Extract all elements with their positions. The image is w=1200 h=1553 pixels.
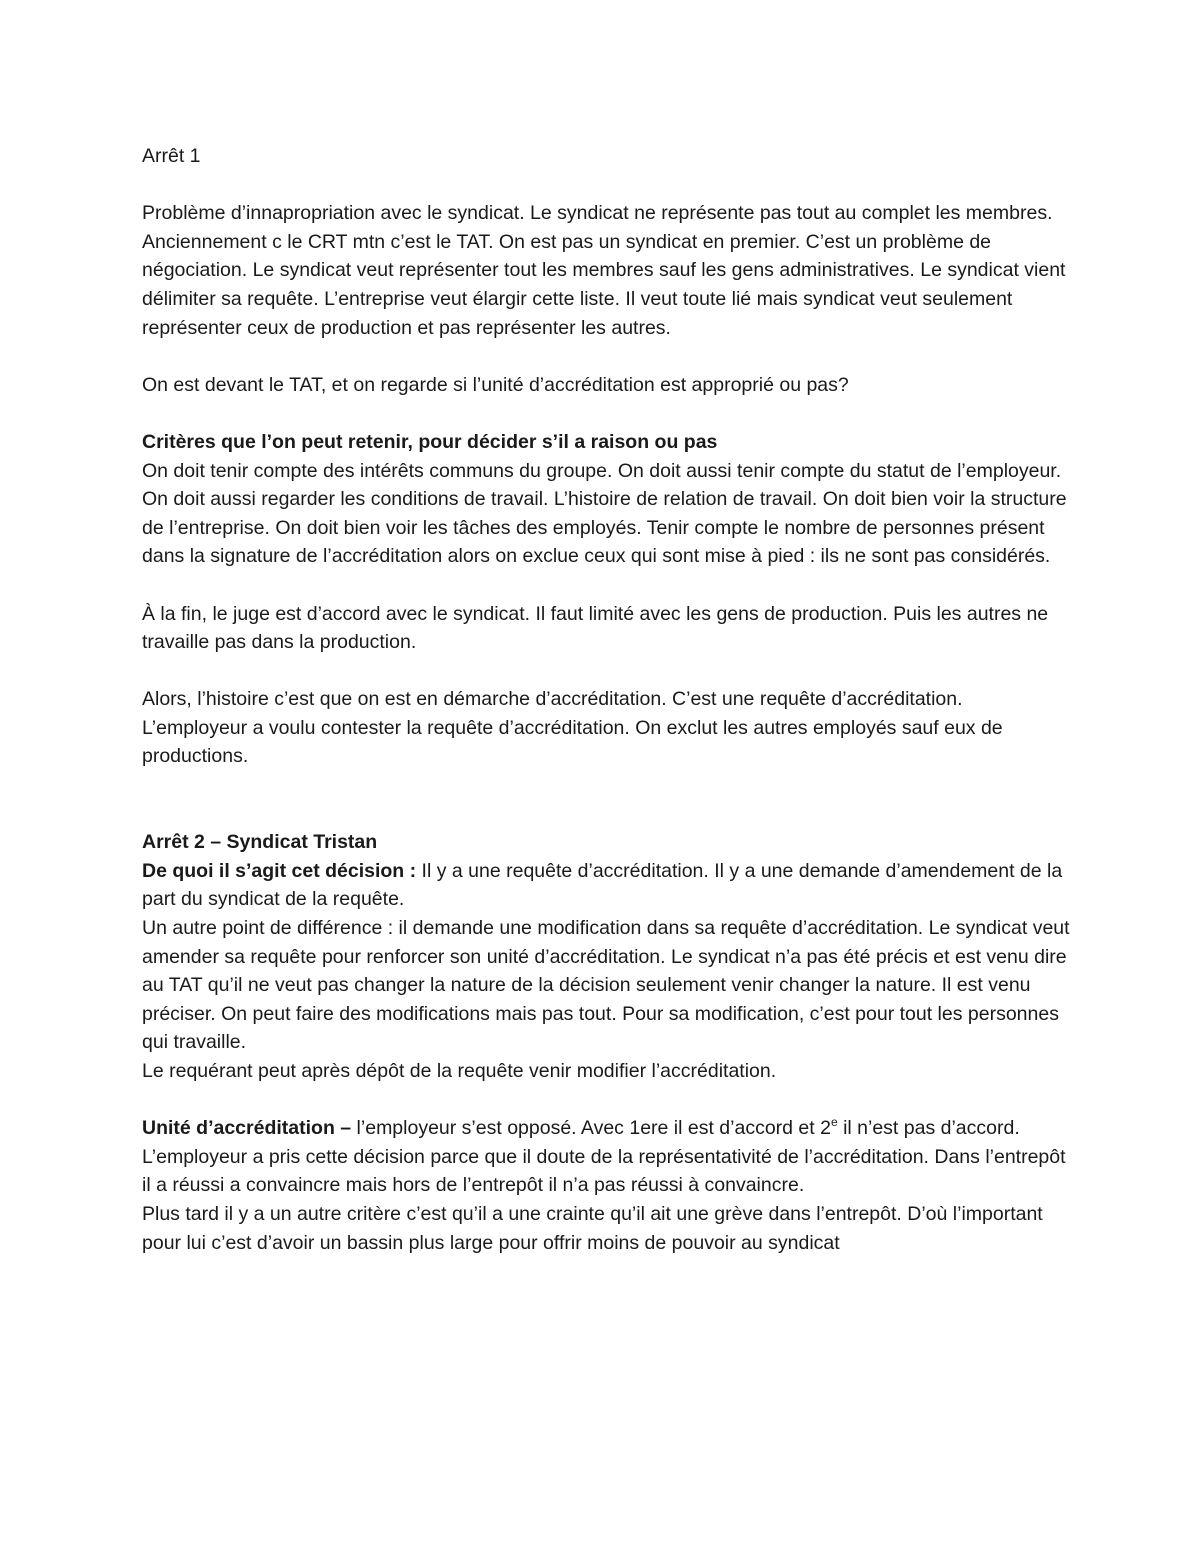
arret2-later: Plus tard il y a un autre critère c’est qu’il a une crainte qu’il ait une grève dans l’entrepôt. D’où l’important pour lui c’est d’avoir un bassin plus large pour offrir moins de pouvoir au syndicat (142, 1202, 1043, 1254)
unite-superscript: e (830, 1114, 838, 1129)
unite-text-a: l’employeur s’est opposé. Avec 1ere il est d’accord et 2 (351, 1117, 831, 1140)
arret1-paragraph-2: Anciennement c le CRT mtn c’est le TAT. On est pas un syndicat en premier. C’est un problème de négociation. Le syndicat veut représenter tout les membres sauf les gens administratives. Le syndicat vient délimiter sa requête. L’entreprise veut élargir cette liste. Il veut toute lié mais syndicat veut seulement représenter ceux de production et pas représenter les autres. (142, 230, 1066, 339)
arret1-summary: Alors, l’histoire c’est que on est en démarche d’accréditation. C’est une requête d’accréditation. L’employeur a voulu contester la requête d’accréditation. On exclut les autres employés sauf eux de productions. (142, 688, 1003, 768)
unite-label: Unité d’accréditation – (142, 1117, 352, 1140)
arret2-unite (142, 1114, 1072, 1200)
arret2-requerant: Le requérant peut après dépôt de la requête venir modifier l’accréditation. (142, 1060, 777, 1082)
arret2-decision (142, 857, 1072, 914)
section-spacer (142, 800, 1072, 829)
arret1-question: On est devant le TAT, et on regarde si l’unité d’accréditation est approprié ou pas? (142, 373, 849, 396)
arret2-title (142, 828, 1072, 857)
decision-text: Il y a une requête d’accréditation. Il y a une demande d’amendement de la part du syndicat de la requête. (142, 859, 1063, 911)
arret1-title: Arrêt 1 (142, 145, 201, 167)
unite-text-b: il n’est pas d’accord. L’employeur a pris cette décision parce que il doute de la représentativité de l’accréditation. Dans l’entrepôt il a réussi a convaincre mais hors de l’entrepôt il n’a pas réussi à convaincre. (142, 1117, 1066, 1197)
arret1-criteria-text: On doit tenir compte des intérêts communs du groupe. On doit aussi tenir compte du statut de l’employeur. On doit aussi regarder les conditions de travail. L’histoire de relation de travail. On doit bien voir la structure de l’entreprise. On doit bien voir les tâches des employés. Tenir compte le nombre de personnes présent dans la signature de l’accréditation alors on exclue ceux qui sont mise à pied : ils ne sont pas considérés. (142, 459, 1067, 568)
arret1-paragraph-1: Problème d’innapropriation avec le syndicat. Le syndicat ne représente pas tout au complet les membres. (142, 202, 1053, 225)
arret2-difference: Un autre point de différence : il demande une modification dans sa requête d’accréditation. Le syndicat veut amender sa requête pour renforcer son unité d’accréditation. Le syndicat n’a pas été précis et est venu dire au TAT qu’il ne veut pas changer la nature de la décision seulement venir changer la nature. Il est venu préciser. On peut faire des modifications mais pas tout. Pour sa modification, c’est pour tout les personnes qui travaille. (142, 917, 1070, 1054)
arret1-conclusion: À la fin, le juge est d’accord avec le syndicat. Il faut limité avec les gens de production. Puis les autres ne travaille pas dans la production. (142, 602, 1049, 654)
arret2-title-text: Arrêt 2 – Syndicat Tristan (142, 831, 378, 854)
document-page (142, 142, 1072, 1257)
criteria-heading-text: Critères que l’on peut retenir, pour décider s’il a raison ou pas (142, 430, 718, 453)
arret1-criteria-heading (142, 428, 1072, 457)
decision-label: De quoi il s’agit cet décision : (142, 859, 417, 882)
